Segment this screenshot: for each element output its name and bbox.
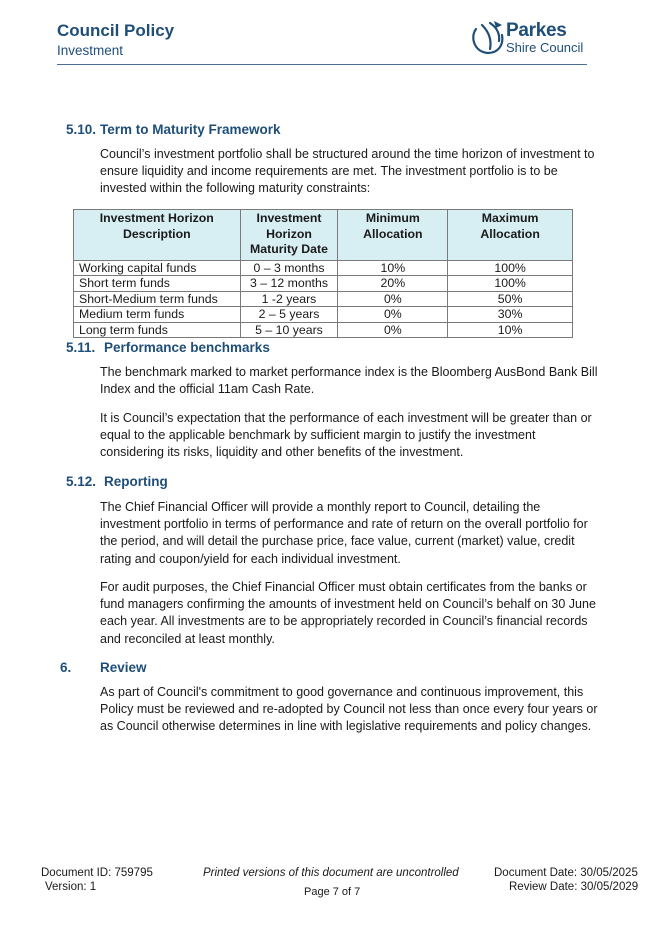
logo-subtitle: Shire Council bbox=[506, 40, 584, 55]
table-cell: Working capital funds bbox=[74, 260, 241, 276]
table-row bbox=[74, 307, 573, 323]
paragraph: The benchmark marked to market performance index is the Bloomberg AusBond Bank Bill Index and the official 11am Cash Rate. bbox=[100, 365, 598, 397]
column-header: Investment Horizon Maturity Date bbox=[240, 210, 338, 261]
section-number: 5.10. bbox=[66, 122, 97, 137]
table-cell: 0% bbox=[338, 307, 448, 323]
table-cell: 100% bbox=[448, 276, 573, 292]
table-cell: 100% bbox=[448, 260, 573, 276]
table-cell: 2 – 5 years bbox=[240, 307, 338, 323]
table-cell: 10% bbox=[338, 260, 448, 276]
table-row bbox=[74, 276, 573, 292]
column-header: Investment Horizon Description bbox=[74, 210, 241, 261]
paragraph: It is Council’s expectation that the performance of each investment will be greater than or equal to the applicable benchmark by sufficient margin to justify the investment considering its risks, liquidity and other benefits of the investment. bbox=[100, 411, 592, 460]
table-cell: 1 -2 years bbox=[240, 291, 338, 307]
maturity-table bbox=[73, 209, 573, 338]
page-subtitle: Investment bbox=[57, 43, 124, 58]
section-heading: Reporting bbox=[104, 474, 168, 489]
table-cell: 50% bbox=[448, 291, 573, 307]
section-heading: Performance benchmarks bbox=[104, 340, 270, 355]
table-cell: Short term funds bbox=[74, 276, 241, 292]
document-date: Document Date: 30/05/2025 bbox=[494, 867, 638, 879]
column-header: Minimum Allocation bbox=[338, 210, 448, 261]
paragraph: As part of Council's commitment to good governance and continuous improvement, this Policy must be reviewed and re-adopted by Council not less than once every four years or as Council otherwise determines in line with legislative requirements and policy changes. bbox=[100, 685, 598, 734]
section-heading: Term to Maturity Framework bbox=[100, 122, 281, 137]
paragraph: The Chief Financial Officer will provide a monthly report to Council, detailing the investment portfolio in terms of performance and rate of return on the overall portfolio for the period, and will detail the purchase price, face value, current (market) value, credit rating and coupon/yield for each individual investment. bbox=[100, 500, 588, 566]
table-cell: 0% bbox=[338, 322, 448, 338]
table-cell: 10% bbox=[448, 322, 573, 338]
review-date: Review Date: 30/05/2029 bbox=[509, 881, 639, 893]
page-number: Page 7 of 7 bbox=[304, 886, 361, 898]
uncontrolled-notice: Printed versions of this document are uncontrolled bbox=[203, 867, 459, 879]
table-header-row bbox=[74, 210, 573, 261]
table-cell: 20% bbox=[338, 276, 448, 292]
paragraph: Council’s investment portfolio shall be structured around the time horizon of investment to ensure liquidity and income requirements are met. The investment portfolio is to be invested within the following maturity constraints: bbox=[100, 147, 595, 196]
section-number: 5.11. bbox=[66, 340, 96, 355]
header-divider bbox=[57, 64, 587, 65]
table-cell: 5 – 10 years bbox=[240, 322, 338, 338]
table-cell: 30% bbox=[448, 307, 573, 323]
table-cell: Medium term funds bbox=[74, 307, 241, 323]
paragraph: For audit purposes, the Chief Financial Officer must obtain certificates from the banks or fund managers confirming the amounts of investment held on Council’s behalf on 30 June each year. All investments are to be appropriately recorded in Council’s financial records and reconciled at least monthly. bbox=[100, 580, 596, 646]
table-row bbox=[74, 260, 573, 276]
section-number: 6. bbox=[60, 660, 72, 675]
table-row bbox=[74, 291, 573, 307]
page-title: Council Policy bbox=[57, 21, 175, 40]
table-cell: 0% bbox=[338, 291, 448, 307]
section-number: 5.12. bbox=[66, 474, 97, 489]
document-id: Document ID: 759795 bbox=[41, 867, 153, 879]
document-version: Version: 1 bbox=[45, 881, 97, 893]
table-cell: 3 – 12 months bbox=[240, 276, 338, 292]
logo-name: Parkes bbox=[506, 20, 567, 41]
table-cell: Long term funds bbox=[74, 322, 241, 338]
section-heading: Review bbox=[100, 660, 147, 675]
table-cell: Short-Medium term funds bbox=[74, 291, 241, 307]
table-row bbox=[74, 322, 573, 338]
column-header: Maximum Allocation bbox=[448, 210, 573, 261]
table-cell: 0 – 3 months bbox=[240, 260, 338, 276]
